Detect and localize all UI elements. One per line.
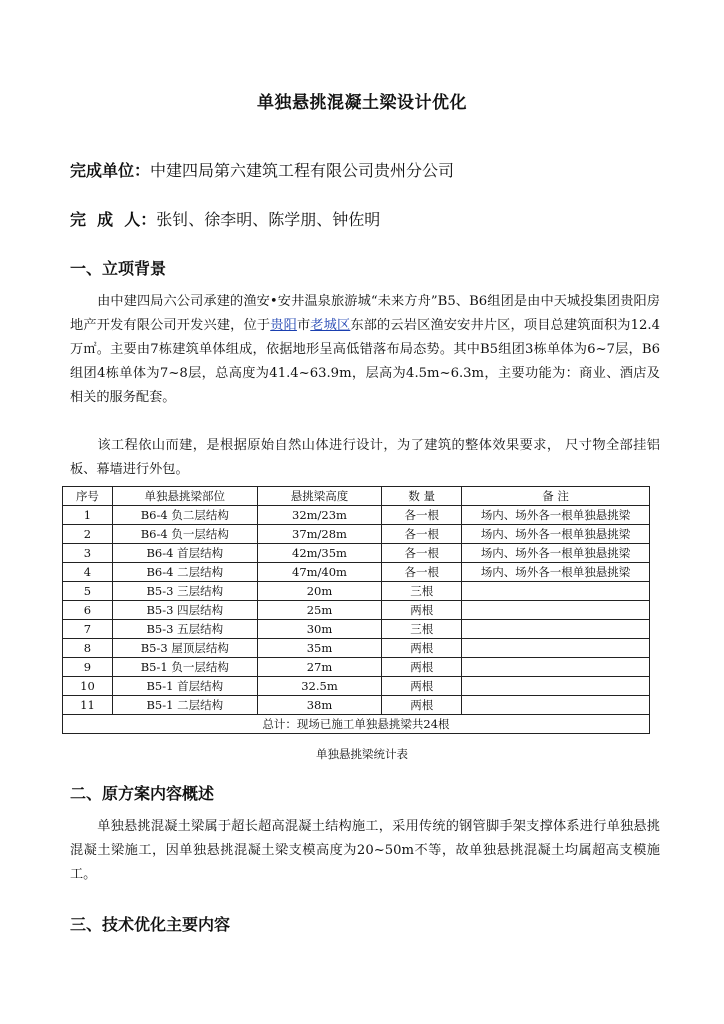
section-1-paragraph-2 xyxy=(70,434,660,482)
cell-location: B5-1 负一层结构 xyxy=(112,658,257,677)
cell-index: 9 xyxy=(63,658,113,677)
cell-height: 30m xyxy=(257,620,382,639)
cell-remarks xyxy=(462,696,650,715)
cell-location: B6-4 负一层结构 xyxy=(112,525,257,544)
cell-height: 20m xyxy=(257,582,382,601)
cell-remarks xyxy=(462,658,650,677)
completion-people-value: 张钊、徐李明、陈学朋、钟佐明 xyxy=(156,210,381,229)
cell-quantity: 各一根 xyxy=(382,525,462,544)
cell-location: B6-4 首层结构 xyxy=(112,544,257,563)
table-total: 总计：现场已施工单独悬挑梁共24根 xyxy=(63,715,650,734)
completion-unit xyxy=(70,158,454,181)
section-1-paragraph-1 xyxy=(70,290,660,410)
cell-index: 2 xyxy=(63,525,113,544)
cell-quantity: 各一根 xyxy=(382,544,462,563)
cell-remarks: 场内、场外各一根单独悬挑梁 xyxy=(462,506,650,525)
cell-height: 25m xyxy=(257,601,382,620)
cell-remarks xyxy=(462,639,650,658)
cell-height: 32m/23m xyxy=(257,506,382,525)
cell-height: 35m xyxy=(257,639,382,658)
cell-location: B5-3 屋顶层结构 xyxy=(112,639,257,658)
cell-quantity: 三根 xyxy=(382,582,462,601)
cell-height: 32.5m xyxy=(257,677,382,696)
table-caption: 单独悬挑梁统计表 xyxy=(316,747,408,761)
paragraph-1-text-c: 东部的云岩区渔安安井片区，项目总建筑面积为12.4万㎡。主要由7栋建筑单体组成，依据地形呈高低错落布局态势。其中B5组团3栋单体为6~7层，B6组团4栋单体为7~8层，总高度为41.4~63.9m，层高为4.5m~6.3m，主要功能为：商业、酒店及相关的服务配套。 xyxy=(70,318,661,405)
cell-quantity: 各一根 xyxy=(382,563,462,582)
cell-height: 38m xyxy=(257,696,382,715)
cell-location: B5-1 二层结构 xyxy=(112,696,257,715)
section-2-paragraph-1 xyxy=(70,815,660,887)
cell-index: 7 xyxy=(63,620,113,639)
cell-index: 6 xyxy=(63,601,113,620)
table-row xyxy=(63,506,650,525)
cell-index: 10 xyxy=(63,677,113,696)
header-location: 单独悬挑梁部位 xyxy=(112,487,257,506)
cell-quantity: 各一根 xyxy=(382,506,462,525)
cell-location: B5-1 首层结构 xyxy=(112,677,257,696)
cell-index: 8 xyxy=(63,639,113,658)
cell-index: 11 xyxy=(63,696,113,715)
table-row xyxy=(63,639,650,658)
cell-quantity: 两根 xyxy=(382,658,462,677)
cell-index: 1 xyxy=(63,506,113,525)
table-row xyxy=(63,658,650,677)
section-2-heading: 二、原方案内容概述 xyxy=(70,784,215,803)
cell-location: B6-4 负二层结构 xyxy=(112,506,257,525)
cell-height: 37m/28m xyxy=(257,525,382,544)
table-header-row xyxy=(63,487,650,506)
link-old-city[interactable]: 老城区 xyxy=(310,318,351,333)
cell-index: 5 xyxy=(63,582,113,601)
cell-location: B5-3 三层结构 xyxy=(112,582,257,601)
table-total-row xyxy=(63,715,650,734)
table-row xyxy=(63,563,650,582)
section-1-heading: 一、立项背景 xyxy=(70,259,167,278)
completion-people-label: 完 成 人： xyxy=(70,210,157,229)
cell-quantity: 两根 xyxy=(382,696,462,715)
cell-height: 47m/40m xyxy=(257,563,382,582)
cell-quantity: 两根 xyxy=(382,601,462,620)
cantilever-beam-table xyxy=(62,486,650,734)
table-row xyxy=(63,525,650,544)
completion-unit-value: 中建四局第六建筑工程有限公司贵州分公司 xyxy=(150,161,455,180)
cell-height: 27m xyxy=(257,658,382,677)
cell-height: 42m/35m xyxy=(257,544,382,563)
cell-quantity: 两根 xyxy=(382,639,462,658)
paragraph-2-text: 该工程依山而建，是根据原始自然山体进行设计，为了建筑的整体效果要求， 尺寸物全部挂铝板、幕墙进行外包。 xyxy=(70,438,660,477)
table-row xyxy=(63,601,650,620)
table-row xyxy=(63,696,650,715)
cell-quantity: 两根 xyxy=(382,677,462,696)
header-height: 悬挑梁高度 xyxy=(257,487,382,506)
completion-unit-label: 完成单位： xyxy=(70,161,151,180)
cell-remarks: 场内、场外各一根单独悬挑梁 xyxy=(462,525,650,544)
table-body xyxy=(63,506,650,715)
cell-location: B5-3 五层结构 xyxy=(112,620,257,639)
section-3-heading: 三、技术优化主要内容 xyxy=(70,915,231,934)
table-row xyxy=(63,544,650,563)
header-remarks: 备 注 xyxy=(462,487,650,506)
cell-remarks xyxy=(462,677,650,696)
document-title: 单独悬挑混凝土梁设计优化 xyxy=(257,93,467,113)
header-quantity: 数 量 xyxy=(382,487,462,506)
cell-index: 3 xyxy=(63,544,113,563)
cell-quantity: 三根 xyxy=(382,620,462,639)
table-row xyxy=(63,677,650,696)
cell-remarks xyxy=(462,582,650,601)
cell-index: 4 xyxy=(63,563,113,582)
header-index: 序号 xyxy=(63,487,113,506)
cell-remarks: 场内、场外各一根单独悬挑梁 xyxy=(462,544,650,563)
completion-people xyxy=(70,207,380,230)
table-row xyxy=(63,582,650,601)
cell-location: B5-3 四层结构 xyxy=(112,601,257,620)
cell-remarks xyxy=(462,601,650,620)
paragraph-1-text-b: 市 xyxy=(296,318,311,333)
table-row xyxy=(63,620,650,639)
cell-remarks: 场内、场外各一根单独悬挑梁 xyxy=(462,563,650,582)
link-guiyang[interactable]: 贵阳 xyxy=(270,318,297,333)
paragraph-1-text-a: 由中建四局六公司承建的渔安•安井温泉旅游城“未来方舟”B5、B6组团是由中天城投集团贵阳房地产开发有限公司开发兴建，位于 xyxy=(70,294,660,333)
cell-location: B6-4 二层结构 xyxy=(112,563,257,582)
cell-remarks xyxy=(462,620,650,639)
section-2-paragraph-text: 单独悬挑混凝土梁属于超长超高混凝土结构施工，采用传统的钢管脚手架支撑体系进行单独悬挑混凝土梁施工，因单独悬挑混凝土梁支模高度为20~50m不等，故单独悬挑混凝土均属超高支模施工。 xyxy=(70,819,660,882)
